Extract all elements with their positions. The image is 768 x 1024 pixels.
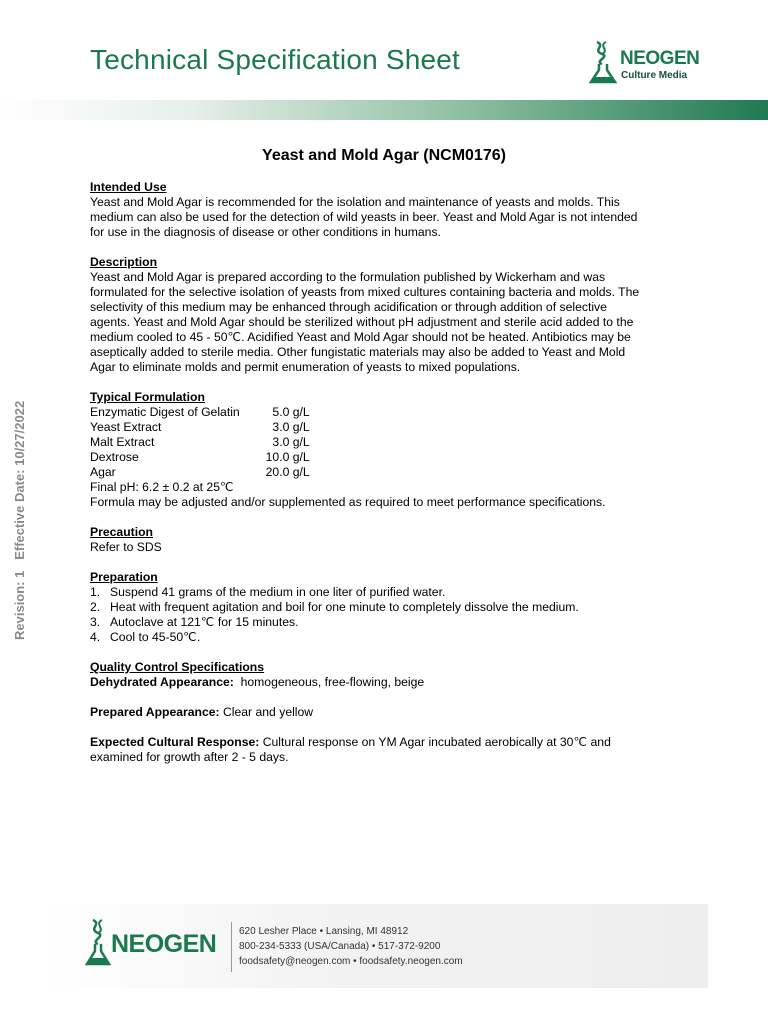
- step-number: 4.: [90, 630, 101, 644]
- expected-cultural-response: [90, 735, 650, 765]
- qc-value: Cultural response on YM Agar incubated aerobically at 30℃ and examined for growth after 2 - 5 days.: [90, 735, 611, 764]
- step-number: 3.: [90, 615, 101, 629]
- dehydrated-appearance: [90, 675, 650, 690]
- footer-address: 620 Lesher Place • Lansing, MI 48912: [239, 926, 409, 937]
- section-heading: Typical Formulation: [90, 390, 205, 404]
- ingredient-amount: 20.0 g/L: [265, 465, 310, 479]
- ingredient-name: Agar: [90, 465, 116, 479]
- flask-helix-icon: [85, 918, 111, 966]
- revision-effective-date: Revision: 1 Effective Date: 10/27/2022: [12, 400, 27, 640]
- precaution-text: Refer to SDS: [90, 540, 162, 554]
- table-row: [90, 465, 310, 480]
- logo-brand: NEOGEN: [620, 48, 700, 69]
- precaution-section: [90, 525, 650, 555]
- qc-value: homogeneous, free-flowing, beige: [233, 675, 425, 689]
- description-section: [90, 255, 650, 375]
- ingredient-name: Enzymatic Digest of Gelatin: [90, 405, 240, 419]
- flask-helix-icon: [588, 40, 618, 84]
- list-item: [90, 630, 650, 645]
- table-row: [90, 405, 310, 420]
- qc-label: Dehydrated Appearance:: [90, 675, 234, 689]
- document-body: [90, 180, 650, 780]
- quality-control-section: [90, 660, 650, 765]
- table-row: [90, 435, 310, 450]
- table-row: [90, 420, 310, 435]
- section-heading: Quality Control Specifications: [90, 660, 265, 674]
- ingredient-name: Yeast Extract: [90, 420, 162, 434]
- prepared-appearance: [90, 705, 650, 720]
- formulation-note: Formula may be adjusted and/or supplemented as required to meet performance specifications.: [90, 495, 606, 509]
- header-title: Technical Specification Sheet: [90, 44, 461, 75]
- ingredient-amount: 5.0 g/L: [272, 405, 310, 419]
- step-text: Cool to 45-50℃.: [110, 630, 201, 644]
- list-item: [90, 600, 650, 615]
- list-item: [90, 585, 650, 600]
- intended-use-section: [90, 180, 650, 240]
- qc-label: Expected Cultural Response:: [90, 735, 260, 749]
- section-heading: Precaution: [90, 525, 153, 539]
- footer-phone: 800-234-5333 (USA/Canada) • 517-372-9200: [239, 941, 441, 952]
- formulation-table: [90, 405, 310, 480]
- list-item: [90, 615, 650, 630]
- table-row: [90, 450, 310, 465]
- step-text: Heat with frequent agitation and boil for one minute to completely dissolve the medium.: [110, 600, 579, 614]
- qc-value: Clear and yellow: [219, 705, 314, 719]
- qc-label: Prepared Appearance:: [90, 705, 220, 719]
- description-text: Yeast and Mold Agar is prepared according to the formulation published by Wickerham and was formulated for the selective isolation of yeasts from mixed cultures containing bacteria and molds. The selectivity of this medium may be enhanced through acidification or through addition of selective agents. Yeast and Mold Agar should be sterilized without pH adjustment and sterile acid added to the medium cooled to 45 - 50℃. Acidified Yeast and Mold Agar should not be heated. Antibiotics may be aseptically added to sterile media. Other fungistatic materials may also be added to Yeast and Mold Agar to eliminate molds and permit enumeration of yeasts to mixed populations.: [90, 270, 640, 374]
- footer-contact: [239, 924, 463, 969]
- ingredient-amount: 10.0 g/L: [265, 450, 310, 464]
- step-number: 2.: [90, 600, 101, 614]
- header-band: [0, 100, 768, 120]
- formulation-section: [90, 390, 650, 510]
- ingredient-amount: 3.0 g/L: [272, 420, 310, 434]
- ingredient-name: Dextrose: [90, 450, 139, 464]
- preparation-steps: [90, 585, 650, 645]
- step-text: Autoclave at 121℃ for 15 minutes.: [110, 615, 299, 629]
- final-ph: Final pH: 6.2 ± 0.2 at 25℃: [90, 480, 234, 494]
- intended-use-text: Yeast and Mold Agar is recommended for the isolation and maintenance of yeasts and molds. This medium can also be used for the detection of wild yeasts in beer. Yeast and Mold Agar is not intended for use in the diagnosis of disease or other conditions in humans.: [90, 195, 638, 239]
- section-heading: Preparation: [90, 570, 158, 584]
- logo-subtitle: Culture Media: [621, 70, 688, 81]
- footer-divider: [231, 922, 232, 972]
- step-number: 1.: [90, 585, 101, 599]
- footer-logo-brand: NEOGEN: [111, 930, 217, 958]
- document-title: Yeast and Mold Agar (NCM0176): [262, 147, 506, 164]
- step-text: Suspend 41 grams of the medium in one liter of purified water.: [110, 585, 446, 599]
- neogen-logo: [588, 40, 718, 86]
- preparation-section: [90, 570, 650, 645]
- ingredient-name: Malt Extract: [90, 435, 155, 449]
- section-heading: Description: [90, 255, 158, 269]
- section-heading: Intended Use: [90, 180, 167, 194]
- ingredient-amount: 3.0 g/L: [272, 435, 310, 449]
- footer-web: foodsafety@neogen.com • foodsafety.neogen.com: [239, 956, 463, 967]
- page-footer: [45, 904, 708, 988]
